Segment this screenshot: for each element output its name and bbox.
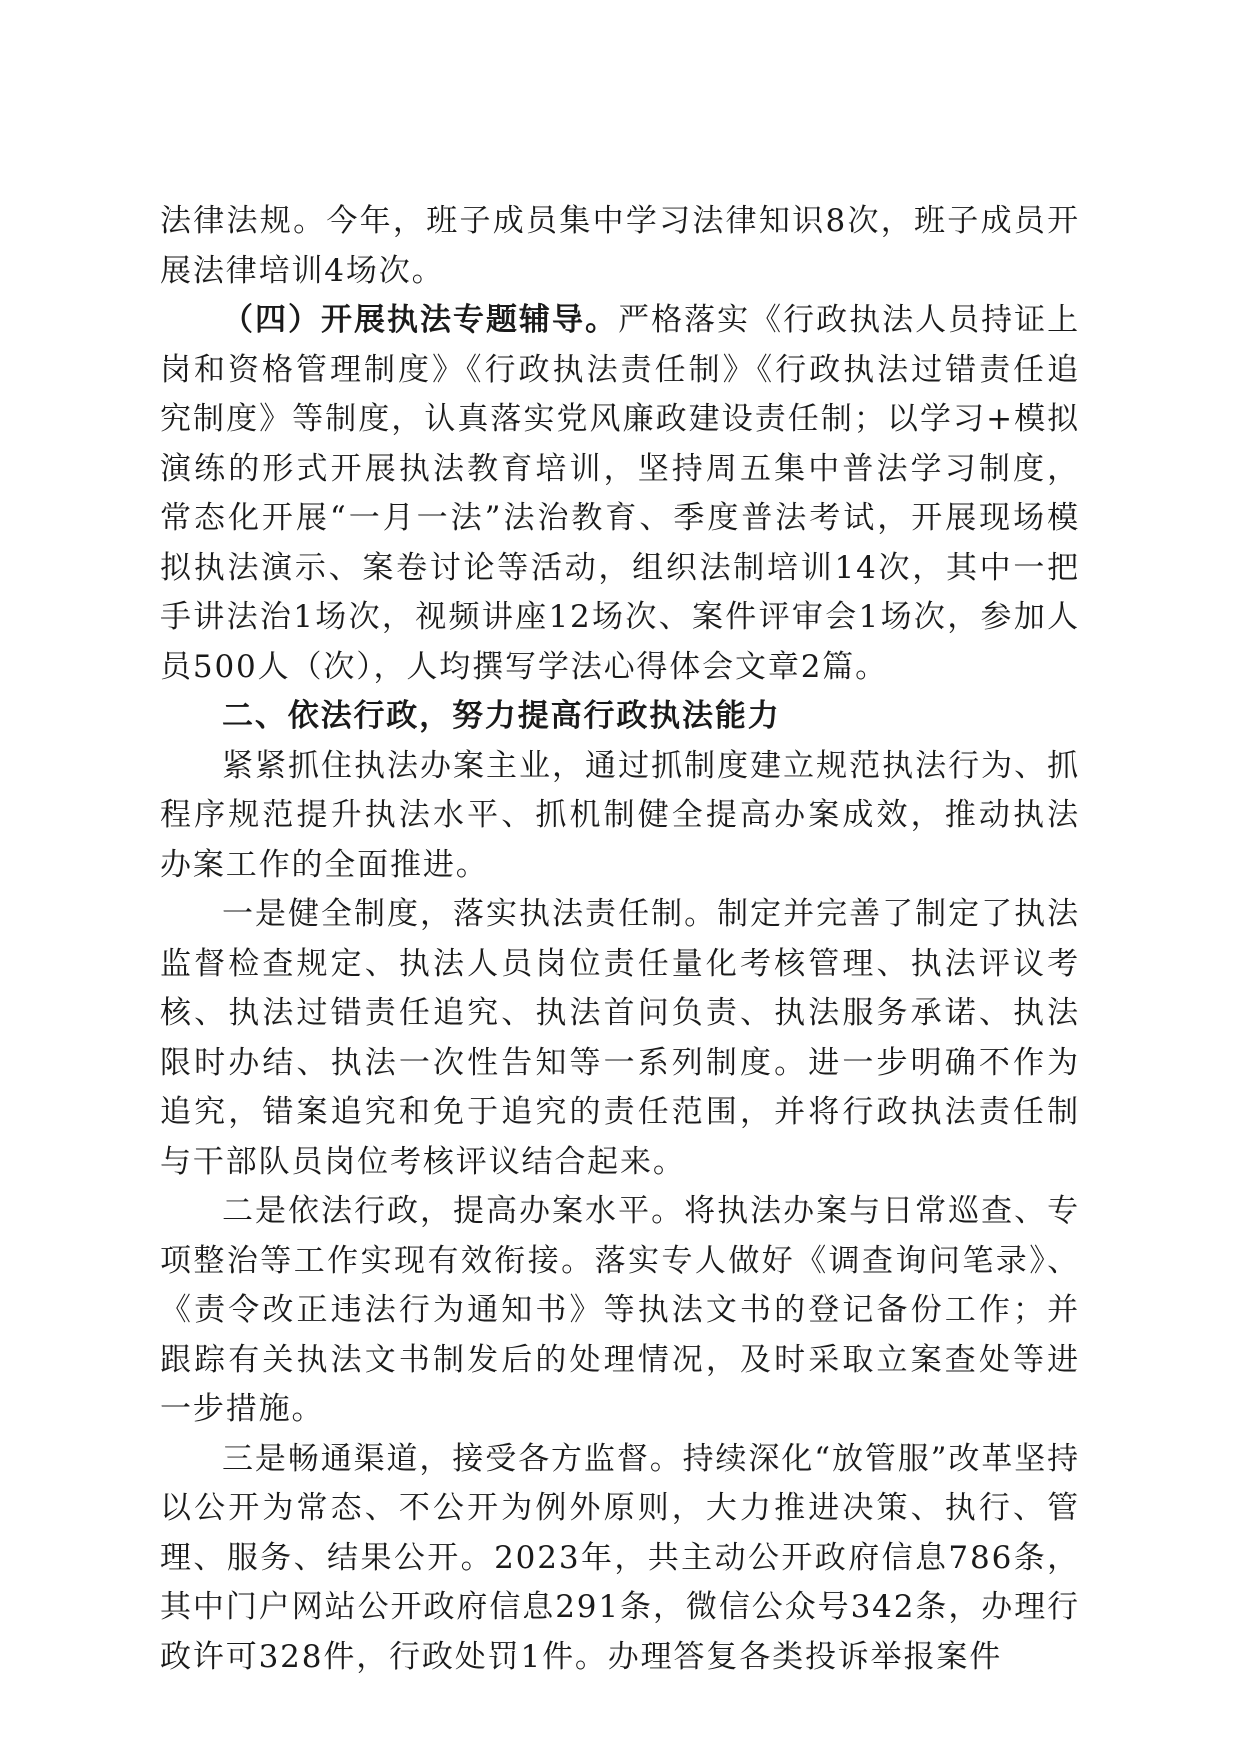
- paragraph-item-three: 三是畅通渠道，接受各方监督。持续深化“放管服”改革坚持以公开为常态、不公开为例外原则，大力推进决策、执行、管理、服务、结果公开。2023年，共主动公开政府信息786条，其中门户网站公开政府信息291条，微信公众号342条，办理行政许可328件，行政处罚1件。办理答复各类投诉举报案件: [160, 1440, 1080, 1675]
- paragraph-section-four: [160, 296, 1080, 692]
- section-four-body: 严格落实《行政执法人员持证上岗和资格管理制度》《行政执法责任制》《行政执法过错责任追究制度》等制度，认真落实党风廉政建设责任制；以学习+模拟演练的形式开展执法教育培训，坚持周五集中普法学习制度，常态化开展“一月一法”法治教育、季度普法考试，开展现场模拟执法演示、案卷讨论等活动，组织法制培训14次，其中一把手讲法治1场次，视频讲座12场次、案件评审会1场次，参加人员500人（次），人均撰写学法心得体会文章2篇。: [160, 302, 1080, 685]
- document-body: [160, 197, 1080, 1682]
- paragraph-item-two: 二是依法行政，提高办案水平。将执法办案与日常巡查、专项整治等工作实现有效衔接。落实专人做好《调查询问笔录》、《责令改正违法行为通知书》等执法文书的登记备份工作；并跟踪有关执法文书制发后的处理情况，及时采取立案查处等进一步措施。: [160, 1193, 1080, 1427]
- paragraph-item-one: 一是健全制度，落实执法责任制。制定并完善了制定了执法监督检查规定、执法人员岗位责任量化考核管理、执法评议考核、执法过错责任追究、执法首问负责、执法服务承诺、执法限时办结、执法一次性告知等一系列制度。进一步明确不作为追究，错案追究和免于追究的责任范围，并将行政执法责任制与干部队员岗位考核评议结合起来。: [160, 896, 1080, 1180]
- section-heading-two: 二、依法行政，努力提高行政执法能力: [222, 698, 781, 734]
- section-four-lead: （四）开展执法专题辅导。: [222, 302, 619, 338]
- paragraph-intro: 紧紧抓住执法办案主业，通过抓制度建立规范执法行为、抓程序规范提升执法水平、抓机制健全提高办案成效，推动执法办案工作的全面推进。: [160, 747, 1080, 883]
- paragraph-continued: 法律法规。今年，班子成员集中学习法律知识8次，班子成员开展法律培训4场次。: [160, 203, 1080, 289]
